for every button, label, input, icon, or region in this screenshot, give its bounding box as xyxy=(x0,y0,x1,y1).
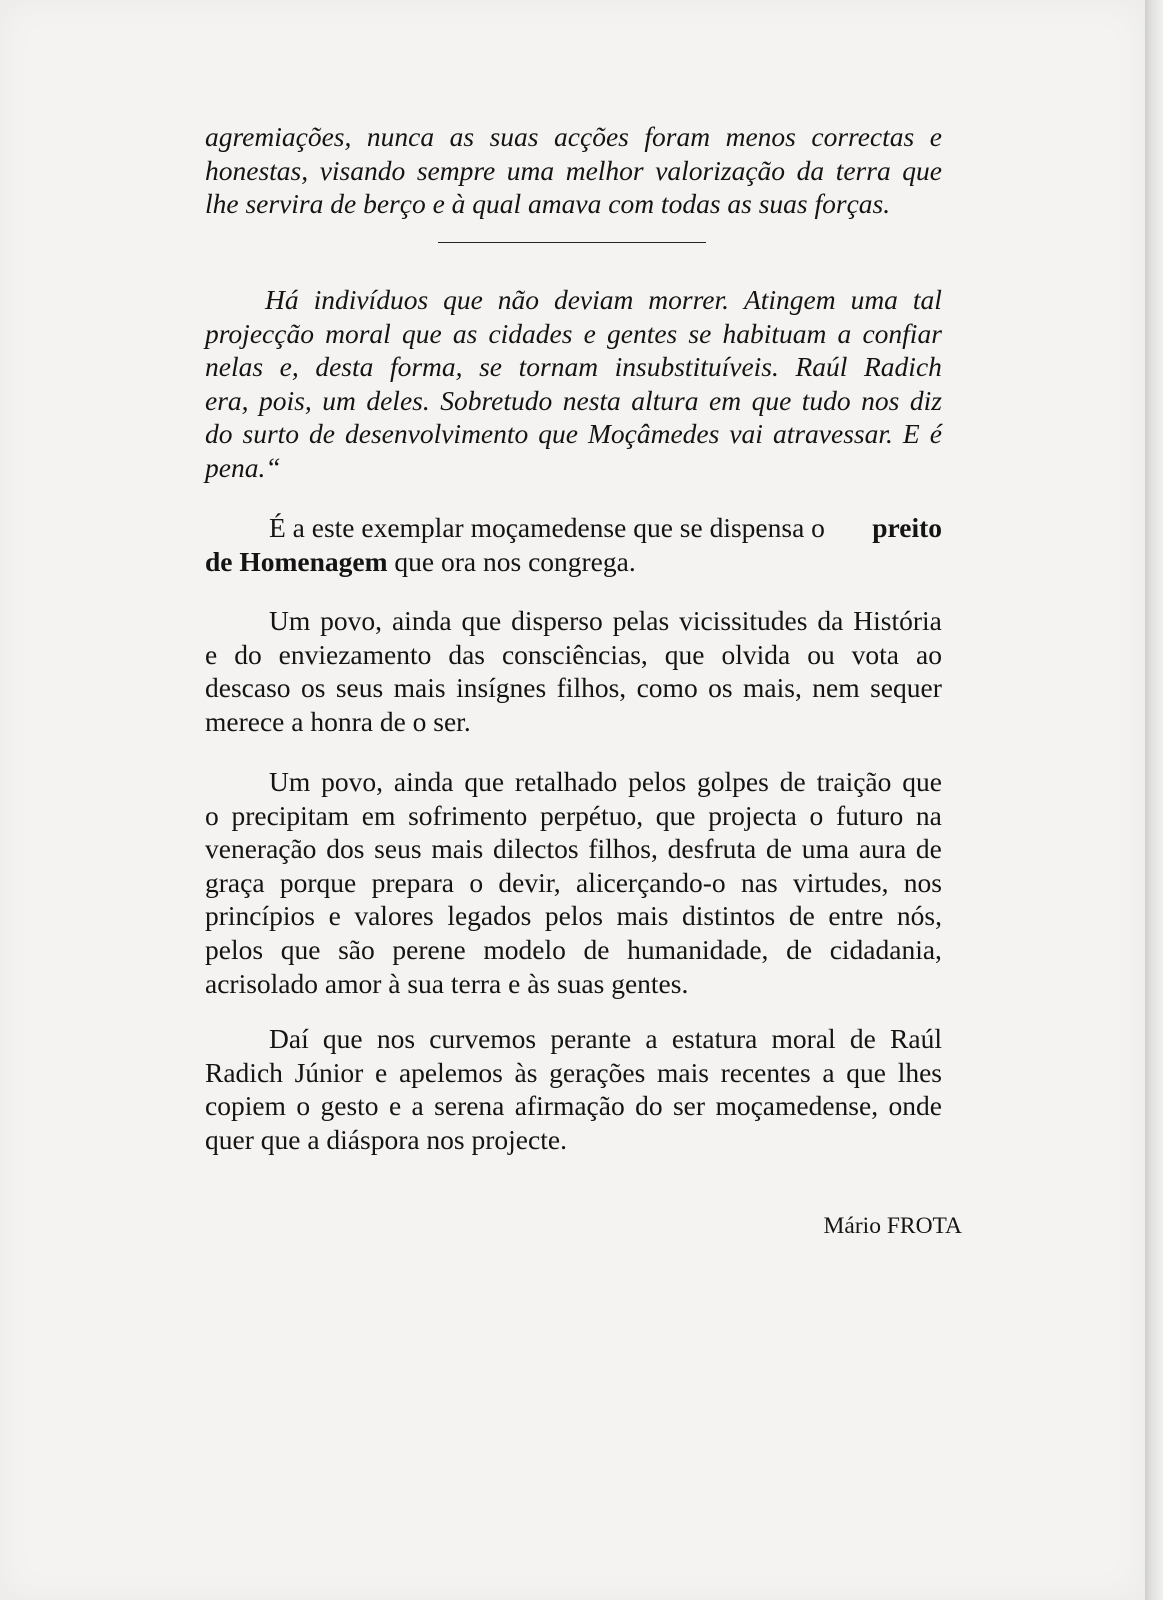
word: terra xyxy=(835,154,891,186)
word: como xyxy=(636,672,698,704)
word: de xyxy=(765,833,792,865)
word: retalhado xyxy=(514,766,618,797)
word: morrer. xyxy=(648,284,730,315)
tribute-bold-text: preito xyxy=(872,512,942,543)
word: entre xyxy=(828,900,884,932)
word: Atingem xyxy=(743,284,836,315)
word: confiar xyxy=(862,317,942,349)
text-line xyxy=(205,866,942,900)
word: indivíduos xyxy=(313,284,429,315)
word: nem xyxy=(812,672,860,704)
word: recentes xyxy=(720,1056,811,1088)
text-line xyxy=(205,545,942,579)
word: que xyxy=(902,766,942,797)
word: moçamedense, xyxy=(715,1090,879,1122)
word: que xyxy=(464,766,505,797)
word: disperso xyxy=(511,605,603,636)
word: que xyxy=(322,1023,363,1054)
word: valores xyxy=(354,900,434,932)
word: nos xyxy=(861,384,900,416)
word: são xyxy=(338,933,375,965)
word: acções xyxy=(554,121,629,152)
word: menos xyxy=(725,121,796,152)
text-line xyxy=(205,1056,942,1090)
word: Moçâmedes xyxy=(588,418,720,450)
word: ser xyxy=(672,1090,706,1122)
word: prepara xyxy=(371,866,454,898)
word: pelos xyxy=(205,933,264,965)
word: enviezamento xyxy=(278,638,432,670)
word: de xyxy=(583,933,610,965)
word: alicerçando-o xyxy=(576,866,726,898)
word: filhos, xyxy=(556,672,627,704)
word: serena xyxy=(434,1090,505,1122)
text-line xyxy=(205,799,942,833)
page-edge xyxy=(1145,0,1163,1600)
word: afirmação xyxy=(514,1090,625,1122)
word: vicissitudes xyxy=(679,605,808,636)
word: mais xyxy=(616,900,669,932)
word: povo, xyxy=(320,605,383,636)
word: Radich xyxy=(205,1056,283,1088)
word: seus xyxy=(335,672,384,704)
word: desta xyxy=(315,351,374,383)
word: pelos xyxy=(544,900,603,932)
word: copiem xyxy=(205,1090,286,1122)
word: humanidade, xyxy=(627,933,769,965)
word: que xyxy=(443,284,483,315)
word: tal xyxy=(912,284,942,315)
tribute-bold-text: de Homenagem xyxy=(205,545,388,577)
word: às xyxy=(514,1056,538,1088)
tribute-text: É a este exemplar moçamedense que se dispensa o xyxy=(269,512,832,543)
word: tudo xyxy=(801,384,851,416)
text-line: acrisolado amor à sua terra e às suas gentes. xyxy=(205,967,689,999)
text-line xyxy=(205,899,942,933)
word: insígnes xyxy=(456,672,547,704)
word: que xyxy=(846,1056,886,1088)
word: a xyxy=(822,1056,835,1088)
word: que xyxy=(664,638,705,670)
word: melhor xyxy=(565,154,644,186)
word: insubstituíveis. xyxy=(614,351,779,383)
word: mais xyxy=(393,672,446,704)
word: nunca xyxy=(366,121,435,152)
text-line xyxy=(205,638,942,672)
word: consciências, xyxy=(501,638,648,670)
word: precipitam xyxy=(231,799,350,831)
word: e xyxy=(328,900,341,932)
closing-paragraph xyxy=(205,1022,942,1156)
word: que xyxy=(751,384,792,416)
word: e xyxy=(929,121,942,152)
word: de xyxy=(915,833,942,865)
word: ainda xyxy=(393,766,454,797)
word: habituam xyxy=(722,317,827,349)
word: perene xyxy=(392,933,466,965)
text-line xyxy=(205,671,942,705)
word: E xyxy=(902,418,920,450)
word: o xyxy=(469,866,484,898)
word: deviam xyxy=(553,284,634,315)
word: modelo xyxy=(483,933,566,965)
people-paragraph-1 xyxy=(205,604,942,738)
word: desfruta xyxy=(667,833,757,865)
word: altura xyxy=(631,384,699,416)
word: uma xyxy=(801,833,850,865)
text-line xyxy=(205,511,942,545)
text-line: merece a honra de o ser. xyxy=(205,705,471,737)
word: Há xyxy=(265,284,299,315)
word: vai xyxy=(729,418,763,450)
word: é xyxy=(929,418,942,450)
text-line xyxy=(205,1022,942,1056)
word: ao xyxy=(915,638,942,670)
word: do xyxy=(635,1090,663,1122)
text-line xyxy=(205,1089,942,1123)
word: perpétuo, xyxy=(539,799,644,831)
word: veneração xyxy=(205,833,317,865)
word: se xyxy=(479,351,503,383)
word: seus xyxy=(374,833,422,865)
word: de xyxy=(849,1023,876,1054)
word: da xyxy=(796,154,825,186)
text-line: quer que a diáspora nos projecte. xyxy=(205,1123,567,1155)
word: de xyxy=(779,766,806,797)
word: nos xyxy=(376,1023,416,1054)
word: gesto xyxy=(320,1090,379,1122)
section-divider xyxy=(438,242,706,243)
word: ainda xyxy=(391,605,452,636)
word: agremiações, xyxy=(205,121,352,152)
people-paragraph-2 xyxy=(205,765,942,1000)
word: perante xyxy=(550,1023,632,1054)
word: na xyxy=(915,799,942,831)
word: não xyxy=(497,284,539,315)
text-line xyxy=(205,604,942,638)
word: valorização xyxy=(655,154,786,186)
word: das xyxy=(448,638,485,670)
word: surto xyxy=(242,418,300,450)
word: olvida xyxy=(721,638,791,670)
text-line xyxy=(205,317,942,351)
word: projecção xyxy=(205,317,314,349)
word: que xyxy=(902,154,942,186)
word: Radich xyxy=(864,351,942,383)
word: desenvolvimento xyxy=(345,418,529,450)
tribute-paragraph xyxy=(205,511,942,578)
word: suas xyxy=(489,121,539,152)
quote-continuation xyxy=(205,120,942,221)
word: moral xyxy=(325,317,391,349)
word: a xyxy=(837,317,852,349)
word: graça xyxy=(205,866,265,898)
word: as xyxy=(452,317,478,349)
word: era, xyxy=(205,384,249,416)
text-line xyxy=(205,154,942,188)
word: e xyxy=(583,317,596,349)
word: legados xyxy=(447,900,532,932)
word: nesta xyxy=(562,384,621,416)
word: que xyxy=(280,933,321,965)
word: atravessar. xyxy=(772,418,893,450)
word: dilectos xyxy=(493,833,579,865)
word: cidades xyxy=(488,317,573,349)
word: e, xyxy=(279,351,299,383)
word: História xyxy=(853,605,942,636)
word: a xyxy=(411,1090,424,1122)
text-line xyxy=(205,350,942,384)
word: cidadania, xyxy=(829,933,942,965)
word: porque xyxy=(279,866,357,898)
text-line xyxy=(205,384,942,418)
word: que xyxy=(401,317,442,349)
author-signature: Mário FROTA xyxy=(823,1213,962,1239)
word: pelos xyxy=(628,766,687,797)
word: projecta xyxy=(708,799,797,831)
word: sequer xyxy=(870,672,942,704)
word: onde xyxy=(888,1090,942,1122)
word: uma xyxy=(506,154,555,186)
word: nos xyxy=(903,866,942,898)
word: tornam xyxy=(518,351,599,383)
word: em xyxy=(709,384,742,416)
word: ou xyxy=(807,638,835,670)
word: e xyxy=(375,1056,388,1088)
word: do xyxy=(234,638,262,670)
word: princípios xyxy=(205,900,315,932)
word: honestas, xyxy=(205,154,309,186)
word: moral xyxy=(771,1023,836,1054)
word: a xyxy=(645,1023,658,1054)
text-line: lhe servira de berço e à qual amava com todas as suas forças. xyxy=(205,188,891,220)
word: de xyxy=(309,418,336,450)
word: povo, xyxy=(321,766,383,797)
word: lhes xyxy=(897,1056,942,1088)
word: dos xyxy=(326,833,365,865)
word: diz xyxy=(909,384,942,416)
text-line xyxy=(205,283,942,317)
text-line xyxy=(205,417,942,451)
tribute-text: que ora nos congrega. xyxy=(387,545,636,577)
word: Raúl xyxy=(795,351,848,383)
word: mais xyxy=(431,833,484,865)
word: se xyxy=(688,317,712,349)
word: gentes xyxy=(607,317,678,349)
word: golpes xyxy=(697,766,769,797)
text-line: pena.“ xyxy=(205,451,281,483)
word: vota xyxy=(851,638,900,670)
word: que xyxy=(655,799,696,831)
word: deles. xyxy=(366,384,430,416)
text-line xyxy=(205,832,942,866)
word: distintos xyxy=(682,900,776,932)
word: as xyxy=(449,121,475,152)
word: Sobretudo xyxy=(440,384,553,416)
word: Um xyxy=(269,766,311,797)
word: pelas xyxy=(612,605,670,636)
word: o xyxy=(296,1090,311,1122)
word: um xyxy=(322,384,356,416)
word: sempre xyxy=(416,154,496,186)
word: que xyxy=(461,605,502,636)
word: devir, xyxy=(498,866,561,898)
word: mais xyxy=(656,1056,709,1088)
text-line xyxy=(205,120,942,154)
word: os xyxy=(708,672,733,704)
word: do xyxy=(205,418,233,450)
word: Daí xyxy=(269,1023,309,1054)
text-line xyxy=(205,933,942,967)
word: Um xyxy=(269,605,311,636)
word: virtudes, xyxy=(792,866,889,898)
word: aura xyxy=(858,833,907,865)
word: nas xyxy=(740,866,778,898)
word: da xyxy=(817,605,844,636)
quote-paragraph xyxy=(205,283,942,485)
word: os xyxy=(300,672,326,704)
word: que xyxy=(538,418,578,450)
word: de xyxy=(786,933,813,965)
word: mais, xyxy=(743,672,802,704)
word: pois, xyxy=(259,384,312,416)
word: Raúl xyxy=(890,1023,942,1054)
word: apelemos xyxy=(398,1056,503,1088)
word: sofrimento xyxy=(408,799,528,831)
word: de xyxy=(788,900,815,932)
word: correctas xyxy=(811,121,915,152)
word: filhos, xyxy=(588,833,658,865)
word: e xyxy=(205,638,218,670)
word: visando xyxy=(319,154,406,186)
word: gerações xyxy=(549,1056,646,1088)
word: Júnior xyxy=(294,1056,364,1088)
word: o xyxy=(205,799,219,831)
word: e xyxy=(388,1090,402,1122)
word: descaso xyxy=(205,672,291,704)
word: traição xyxy=(816,766,892,797)
word: curvemos xyxy=(429,1023,537,1054)
word: estatura xyxy=(671,1023,758,1054)
word: futuro xyxy=(835,799,904,831)
word: uma xyxy=(850,284,898,315)
word: forma, xyxy=(389,351,463,383)
word: em xyxy=(361,799,396,831)
word: o xyxy=(809,799,824,831)
word: nós, xyxy=(896,900,942,932)
text-line xyxy=(205,765,942,799)
word: foram xyxy=(644,121,711,152)
word: nelas xyxy=(205,351,264,383)
